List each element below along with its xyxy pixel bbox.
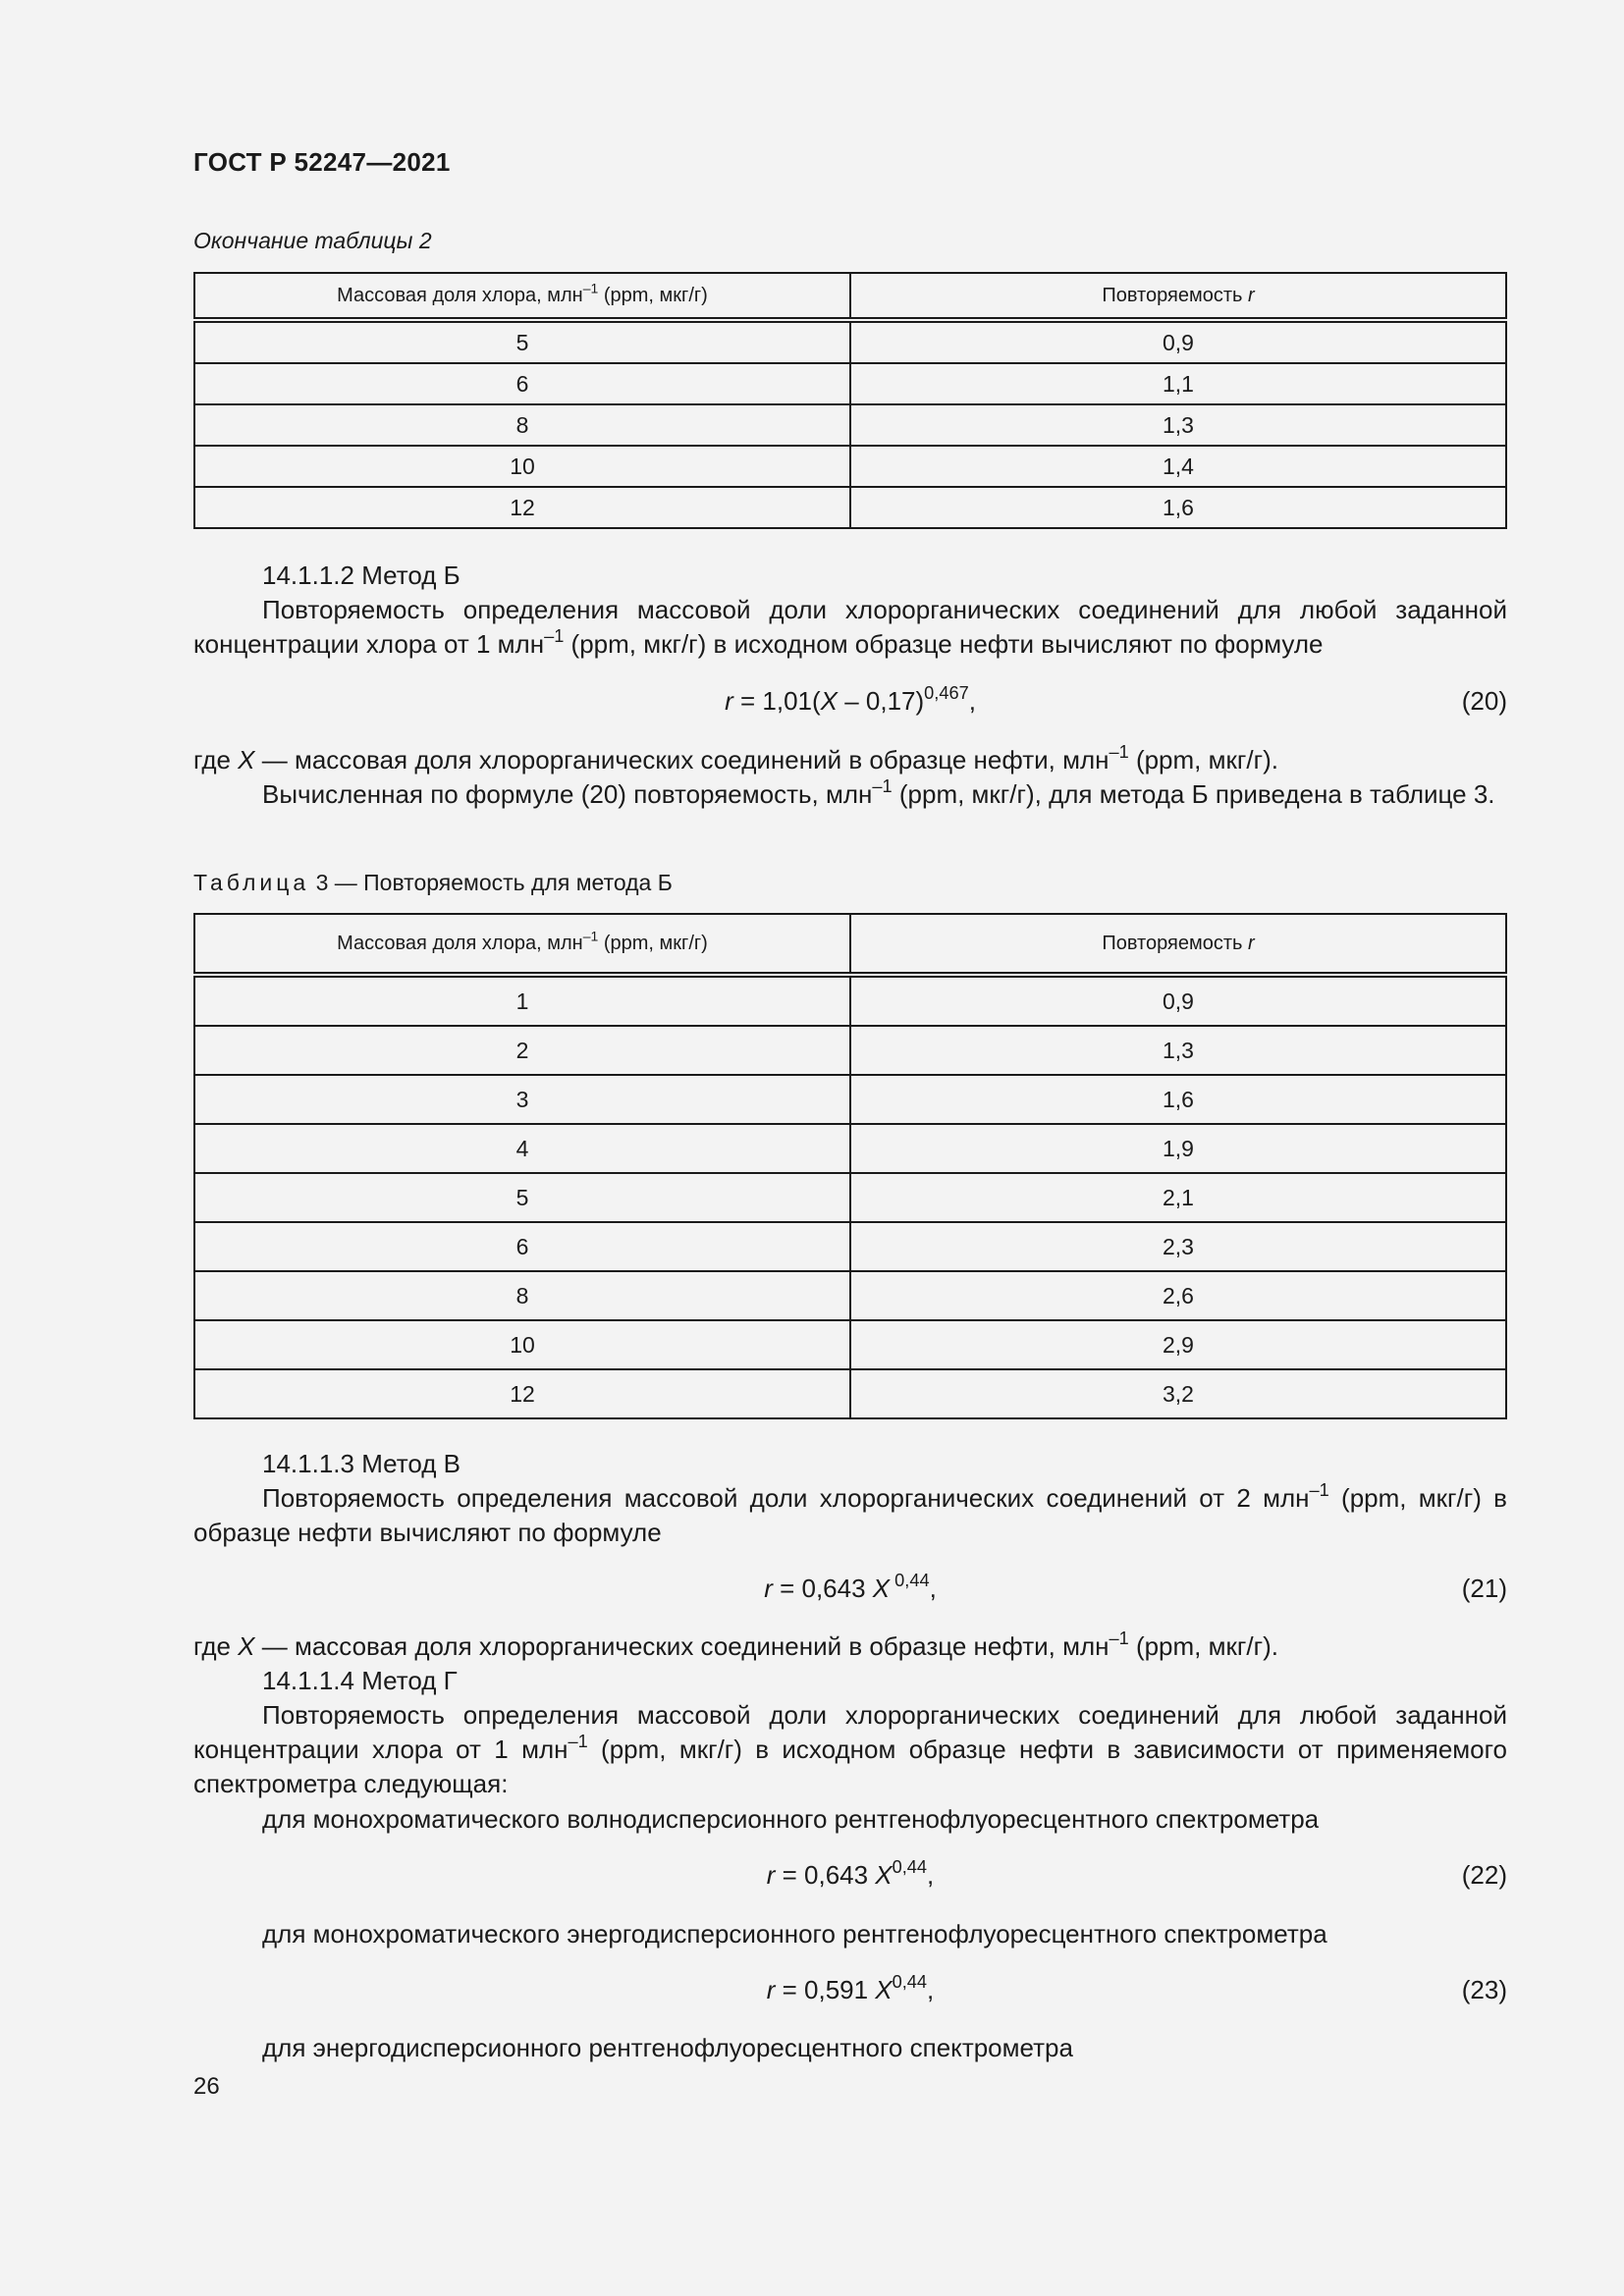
col-header-repeatability: Повторяемость r: [850, 273, 1506, 320]
table-2: [193, 272, 1507, 529]
equation-number-21: (21): [1461, 1574, 1507, 1603]
table-row: [194, 1369, 1506, 1418]
equation-number-23: (23): [1461, 1975, 1507, 2004]
cell-repeatability: 1,6: [850, 1075, 1506, 1124]
table-row: [194, 1026, 1506, 1075]
col-header-repeatability: Повторяемость r: [850, 914, 1506, 975]
formula-20: r = 1,01(X – 0,17)$^{0,467}$,: [725, 683, 976, 716]
cell-chlorine: 3: [194, 1075, 850, 1124]
col-header-chlorine: Массовая доля хлора, млн$^{-1}$ (ppm, мкг/г): [194, 914, 850, 975]
section-heading-method-b: 14.1.1.2 Метод Б: [262, 561, 460, 590]
table-row: [194, 1173, 1506, 1222]
item-energy-dispersive: для энергодисперсионного рентгенофлуоресцентного спектрометра: [262, 2033, 1073, 2062]
cell-repeatability: 3,2: [850, 1369, 1506, 1418]
section-heading-method-v: 14.1.1.3 Метод В: [262, 1449, 460, 1478]
cell-repeatability: 2,1: [850, 1173, 1506, 1222]
table-row: [194, 404, 1506, 446]
table-row: [194, 1320, 1506, 1369]
table-3: [193, 913, 1507, 1419]
table-row: [194, 1271, 1506, 1320]
table-row: [194, 1222, 1506, 1271]
equation-number-22: (22): [1461, 1860, 1507, 1890]
cell-repeatability: 1,6: [850, 487, 1506, 528]
paragraph-table3-ref: Вычисленная по формуле (20) повторяемость, млн$^{-1}$ (ppm, мкг/г), для метода Б приведена в таблице 3.: [262, 776, 1495, 809]
where-clause-21: где X — массовая доля хлорорганических соединений в образце нефти, млн$^{-1}$ (ppm, мкг/г).: [193, 1629, 1278, 1661]
col-header-chlorine: Массовая доля хлора, млн$^{-1}$ (ppm, мкг/г): [194, 273, 850, 320]
table2-caption: Окончание таблицы 2: [193, 228, 432, 253]
paragraph-method-g: Повторяемость определения массовой доли хлорорганических соединений для любой заданной концентрации хлора от 1 млн$^{-1}$ (ppm, мкг/г) в исходном образце нефти в зависимости от применяемого спектрометра следующая:: [193, 1700, 1507, 1798]
cell-chlorine: 12: [194, 487, 850, 528]
cell-repeatability: 0,9: [850, 975, 1506, 1026]
cell-chlorine: 12: [194, 1369, 850, 1418]
cell-repeatability: 1,9: [850, 1124, 1506, 1173]
cell-repeatability: 1,3: [850, 404, 1506, 446]
cell-chlorine: 5: [194, 1173, 850, 1222]
table3-caption: Таблица 3 — Повторяемость для метода Б: [193, 870, 673, 895]
item-wavelength-dispersive: для монохроматического волнодисперсионного рентгенофлуоресцентного спектрометра: [262, 1804, 1320, 1834]
formula-23: r = 0,591 X$^{0,44}$,: [766, 1972, 935, 2004]
paragraph-method-v: Повторяемость определения массовой доли хлорорганических соединений от 2 млн$^{-1}$ (ppm, мкг/г) в образце нефти вычисляют по формуле: [193, 1480, 1507, 1547]
cell-repeatability: 1,3: [850, 1026, 1506, 1075]
cell-chlorine: 10: [194, 446, 850, 487]
table-header-row: [194, 914, 1506, 975]
cell-chlorine: 1: [194, 975, 850, 1026]
cell-repeatability: 1,4: [850, 446, 1506, 487]
table-row: [194, 1124, 1506, 1173]
cell-repeatability: 2,6: [850, 1271, 1506, 1320]
table-row: [194, 320, 1506, 363]
table-row: [194, 487, 1506, 528]
formula-21: r = 0,643 X $^{0,44}$,: [764, 1571, 937, 1603]
cell-repeatability: 1,1: [850, 363, 1506, 404]
cell-chlorine: 10: [194, 1320, 850, 1369]
cell-chlorine: 6: [194, 363, 850, 404]
table-header-row: [194, 273, 1506, 320]
paragraph-method-b: Повторяемость определения массовой доли хлорорганических соединений для любой заданной концентрации хлора от 1 млн$^{-1}$ (ppm, мкг/г) в исходном образце нефти вычисляют по формуле: [193, 595, 1507, 659]
table-row: [194, 975, 1506, 1026]
formula-22: r = 0,643 X$^{0,44}$,: [766, 1857, 935, 1890]
cell-chlorine: 6: [194, 1222, 850, 1271]
item-energy-dispersive-mono: для монохроматического энергодисперсионного рентгенофлуоресцентного спектрометра: [262, 1919, 1327, 1949]
cell-chlorine: 5: [194, 320, 850, 363]
cell-chlorine: 4: [194, 1124, 850, 1173]
cell-repeatability: 2,3: [850, 1222, 1506, 1271]
cell-chlorine: 8: [194, 1271, 850, 1320]
section-heading-method-g: 14.1.1.4 Метод Г: [262, 1666, 458, 1695]
cell-chlorine: 8: [194, 404, 850, 446]
equation-number-20: (20): [1461, 686, 1507, 716]
cell-repeatability: 0,9: [850, 320, 1506, 363]
where-clause-20: где X — массовая доля хлорорганических соединений в образце нефти, млн$^{-1}$ (ppm, мкг/г).: [193, 742, 1278, 774]
document-id: ГОСТ Р 52247—2021: [193, 147, 451, 177]
page-number: 26: [193, 2073, 220, 2100]
table-row: [194, 363, 1506, 404]
table-row: [194, 446, 1506, 487]
table-row: [194, 1075, 1506, 1124]
cell-repeatability: 2,9: [850, 1320, 1506, 1369]
cell-chlorine: 2: [194, 1026, 850, 1075]
